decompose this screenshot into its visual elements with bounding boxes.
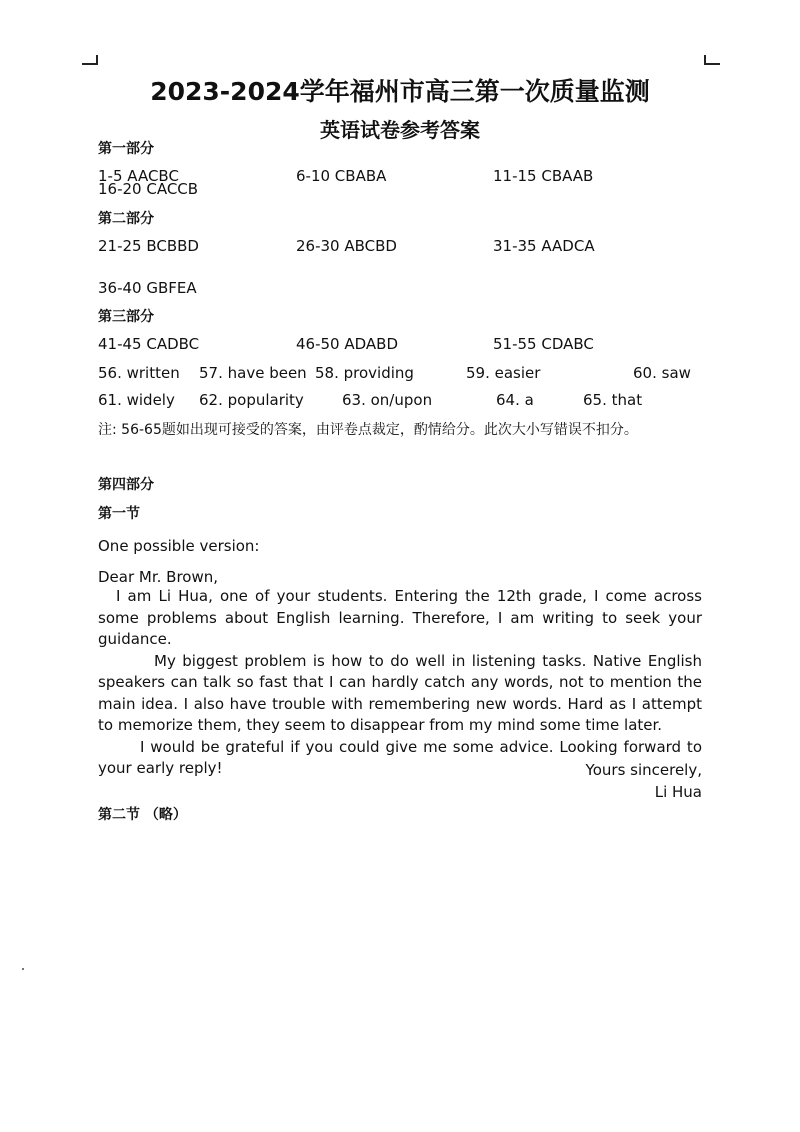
document-subtitle: 英语试卷参考答案 [320, 118, 480, 142]
fill-answer-61: 61. widely [98, 391, 175, 409]
version-label: One possible version: [98, 537, 260, 555]
answer-21-25: 21-25 BCBBD [98, 237, 199, 255]
answer-31-35: 31-35 AADCA [493, 237, 595, 255]
fill-answer-63: 63. on/upon [342, 391, 433, 409]
grading-note: 注: 56-65题如出现可接受的答案，由评卷点裁定，酌情给分。此次大小写错误不扣分。 [98, 422, 638, 438]
letter-paragraph: I would be grateful if you could give me some advice. Looking forward to your early reply! [98, 737, 702, 777]
section2-heading: 第二节 （略） [98, 807, 187, 823]
letter-closing: Yours sincerely, [585, 761, 702, 779]
letter-paragraph: I am Li Hua, one of your students. Entering the 12th grade, I come across some problems about English learning. Therefore, I am writing to seek your guidance. [98, 587, 702, 648]
answer-51-55: 51-55 CDABC [493, 335, 594, 353]
fill-answer-65: 65. that [583, 391, 643, 409]
crop-mark-right [704, 55, 720, 65]
scan-speck [22, 968, 24, 970]
document-title: 2023-2024学年福州市高三第一次质量监测 [150, 77, 650, 106]
letter-paragraph: My biggest problem is how to do well in listening tasks. Native English speakers can talk so fast that I can hardly catch any words, not to mention the main idea. I also have trouble with remembering new words. Hard as I attempt to memorize them, they seem to disappear from my mind some time later. [98, 651, 702, 734]
answer-26-30: 26-30 ABCBD [296, 237, 397, 255]
part3-heading: 第三部分 [98, 309, 154, 325]
letter-signature: Li Hua [654, 783, 702, 801]
section1-heading: 第一节 [98, 506, 140, 522]
answer-36-40: 36-40 GBFEA [98, 279, 197, 297]
letter-body [98, 586, 702, 780]
fill-answer-64: 64. a [496, 391, 534, 409]
fill-answer-62: 62. popularity [199, 391, 304, 409]
answer-16-20: 16-20 CACCB [98, 180, 199, 198]
answer-11-15: 11-15 CBAAB [493, 167, 594, 185]
fill-answer-56: 56. written [98, 364, 180, 382]
fill-answer-60: 60. saw [633, 364, 691, 382]
fill-answer-58: 58. providing [315, 364, 414, 382]
part2-heading: 第二部分 [98, 211, 154, 227]
fill-answer-57: 57. have been [199, 364, 307, 382]
letter-salutation: Dear Mr. Brown, [98, 568, 219, 586]
crop-mark-left [82, 55, 98, 65]
answer-46-50: 46-50 ADABD [296, 335, 399, 353]
answer-1-5: 1-5 AACBC [98, 167, 179, 185]
part4-heading: 第四部分 [98, 477, 154, 493]
answer-41-45: 41-45 CADBC [98, 335, 200, 353]
fill-answer-59: 59. easier [466, 364, 541, 382]
answer-6-10: 6-10 CBABA [296, 167, 387, 185]
part1-heading: 第一部分 [98, 141, 154, 157]
